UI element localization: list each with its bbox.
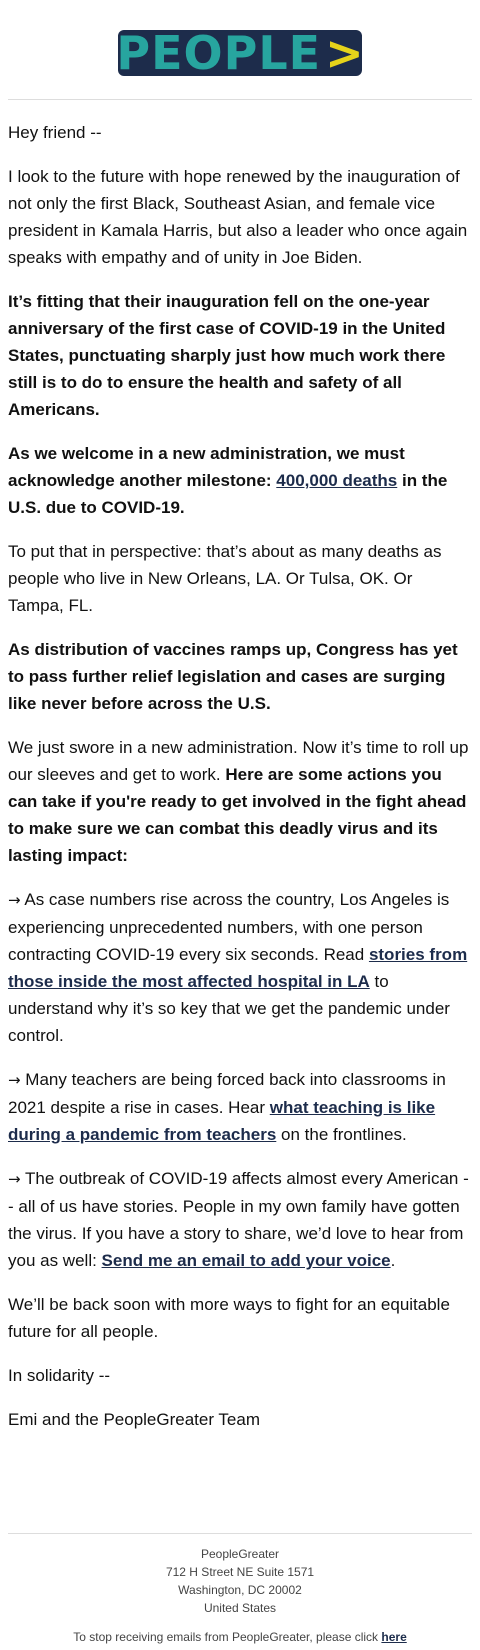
unsubscribe-line xyxy=(8,1628,472,1646)
actions-intro-bold: Here are some actions you can take if you're ready to get involved in the fight ahead to make sure we can combat this deadly virus and its lasting impact: xyxy=(8,765,467,865)
signoff: In solidarity -- xyxy=(8,1366,111,1385)
greeting: Hey friend -- xyxy=(8,123,102,142)
logo-chevron-icon: > xyxy=(325,26,364,80)
vaccines-text: As distribution of vaccines ramps up, Congress has yet to pass further relief legislation and cases are surging like never before across the U.S. xyxy=(8,640,458,713)
closing-paragraph: We’ll be back soon with more ways to fight for an equitable future for all people. xyxy=(8,1295,450,1341)
arrow-right-icon: → xyxy=(8,891,21,909)
email-body xyxy=(8,0,472,1646)
top-divider xyxy=(8,99,472,100)
footer-country: United States xyxy=(203,1601,277,1615)
paragraph-hope: I look to the future with hope renewed by the inauguration of not only the first Black, Southeast Asian, and female vice president in Kamala Harris, but also a leader who once again speaks with empathy and of unity in Joe Biden. xyxy=(8,167,468,267)
paragraph-actions-intro xyxy=(8,734,472,869)
footer-address-line1: 712 H Street NE Suite 1571 xyxy=(165,1565,315,1579)
action-item-story xyxy=(8,1165,472,1274)
action-la-text: As case numbers rise across the country, Los Angeles is experiencing unprecedented numbers, with one person contracting COVID-19 every six seconds. Read xyxy=(8,890,450,964)
paragraph-perspective: To put that in perspective: that’s about as many deaths as people who live in New Orleans, LA. Or Tulsa, OK. Or Tampa, FL. xyxy=(8,542,442,615)
arrow-right-icon: → xyxy=(8,1170,21,1188)
paragraph-vaccines xyxy=(8,636,472,717)
footer-address-line2: Washington, DC 20002 xyxy=(178,1583,302,1597)
unsubscribe-text: To stop receiving emails from PeopleGreater, please click xyxy=(73,1630,382,1644)
deaths-link[interactable]: 400,000 deaths xyxy=(276,471,398,490)
milestone-text: As we welcome in a new administration, we must acknowledge another milestone: xyxy=(8,444,405,490)
action-la-text-end: to understand why it’s so key that we get the pandemic under control. xyxy=(8,972,450,1045)
footer-address xyxy=(8,1545,472,1617)
footer-org: PeopleGreater xyxy=(200,1547,280,1561)
arrow-right-icon: → xyxy=(8,1071,21,1089)
teachers-link[interactable]: what teaching is like during a pandemic from teachers xyxy=(8,1098,436,1144)
action-teachers-text-end: on the frontlines. xyxy=(276,1125,407,1144)
actions-intro-text: We just swore in a new administration. Now it’s time to roll up our sleeves and get to work. xyxy=(8,738,469,784)
send-email-link[interactable]: Send me an email to add your voice xyxy=(101,1251,391,1270)
unsubscribe-link[interactable]: here xyxy=(381,1630,407,1644)
paragraph-anniversary xyxy=(8,288,472,423)
la-hospital-stories-link[interactable]: stories from those inside the most affected hospital in LA xyxy=(8,945,468,991)
action-item-la xyxy=(8,886,472,1049)
logo-text: PEOPLE xyxy=(116,26,322,80)
header xyxy=(8,0,472,80)
action-item-teachers xyxy=(8,1066,472,1148)
action-story-text: The outbreak of COVID-19 affects almost every American -- all of us have stories. People in my own family have gotten the virus. If you have a story to share, we’d love to hear from you as well: xyxy=(8,1169,469,1270)
signature: Emi and the PeopleGreater Team xyxy=(8,1410,260,1429)
paragraph-milestone xyxy=(8,440,472,521)
anniversary-text: It’s fitting that their inauguration fell on the one-year anniversary of the first case of COVID-19 in the United States, punctuating sharply just how much work there still is to do to ensure the health and safety of all Americans. xyxy=(8,292,446,419)
action-story-text-end: . xyxy=(390,1251,396,1270)
milestone-text-end: in the U.S. due to COVID-19. xyxy=(8,471,448,517)
action-teachers-text: Many teachers are being forced back into classrooms in 2021 despite a rise in cases. Hear xyxy=(8,1070,446,1117)
footer-divider xyxy=(8,1533,472,1534)
people-logo[interactable] xyxy=(116,26,364,80)
